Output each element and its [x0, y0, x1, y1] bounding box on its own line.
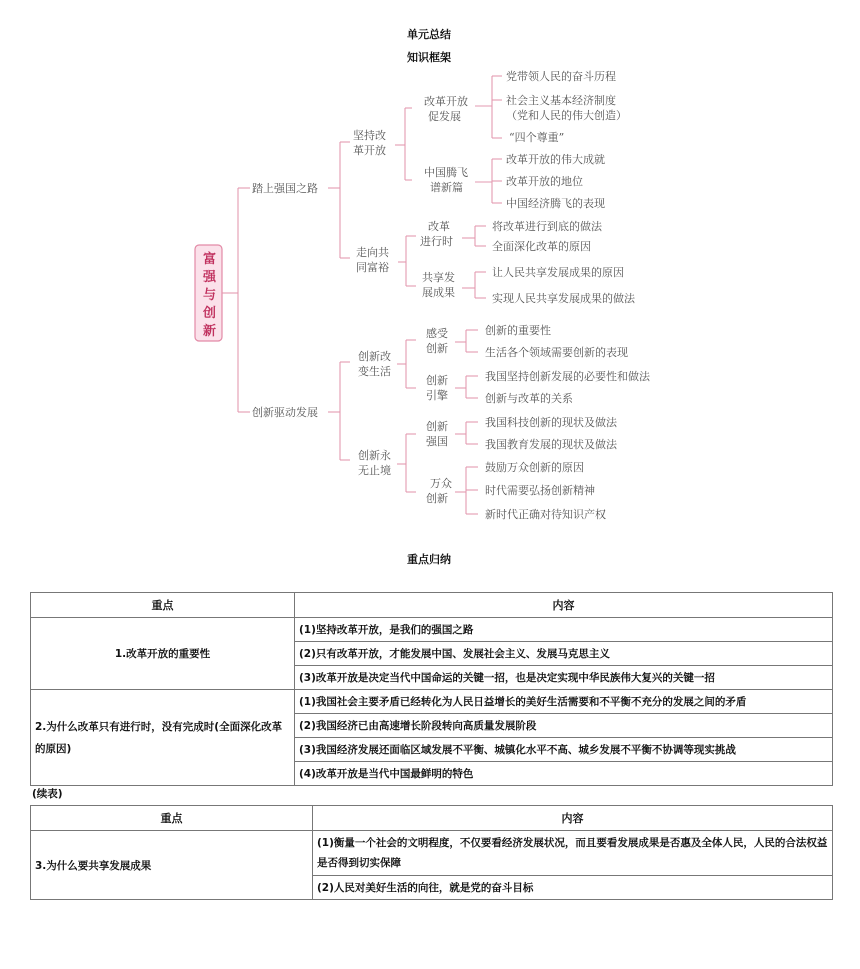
leaf: 实现人民共享发展成果的做法	[492, 292, 635, 305]
leaf: 让人民共享发展成果的原因	[492, 266, 624, 279]
header-key: 重点	[31, 593, 295, 618]
branch-innovation: 创新驱动发展	[252, 406, 318, 419]
node-innovation-life: 创新改	[358, 350, 391, 363]
leaf: 改革开放的伟大成就	[506, 153, 605, 166]
node-china-rise: 谱新篇	[430, 181, 463, 194]
node-common-prosperity: 同富裕	[356, 261, 389, 274]
node-reform-ongoing: 改革	[428, 220, 450, 233]
node-china-rise: 中国腾飞	[424, 166, 468, 179]
key-cell: 3.为什么要共享发展成果	[31, 831, 313, 900]
node-reform: 坚持改	[353, 129, 386, 142]
leaf: 我国科技创新的现状及做法	[485, 416, 617, 429]
content-cell: (1)衡量一个社会的文明程度，不仅要看经济发展状况，而且要看发展成果是否惠及全体人民，人民的合法权益是否得到切实保障	[313, 831, 833, 876]
summary-title: 单元总结	[407, 28, 451, 41]
content-cell: (3)我国经济发展还面临区域发展不平衡、城镇化水平不高、城乡发展不平衡不协调等现实挑战	[295, 738, 833, 762]
node-mass-innovation: 万众	[430, 477, 452, 490]
content-cell: (1)我国社会主要矛盾已经转化为人民日益增长的美好生活需要和不平衡不充分的发展之间的矛盾	[295, 690, 833, 714]
leaf: 改革开放的地位	[506, 175, 583, 188]
node-innovation-endless: 无止境	[358, 464, 391, 477]
root-char: 新	[203, 324, 217, 339]
node-common-prosperity: 走向共	[356, 246, 389, 259]
node-innovation-nation: 强国	[426, 435, 448, 448]
node-reform-development: 促发展	[428, 110, 461, 123]
header-key: 重点	[31, 806, 313, 831]
leaf: 创新与改革的关系	[485, 392, 573, 405]
root-char: 强	[203, 270, 217, 285]
node-reform-ongoing: 进行时	[420, 235, 453, 248]
leaf: 将改革进行到底的做法	[492, 220, 602, 233]
leaf: 创新的重要性	[485, 324, 551, 337]
node-feel-innovation: 创新	[426, 342, 448, 355]
leaf: 时代需要弘扬创新精神	[485, 484, 595, 497]
leaf: 生活各个领域需要创新的表现	[485, 346, 628, 359]
root-char: 与	[203, 288, 217, 303]
content-cell: (4)改革开放是当代中国最鲜明的特色	[295, 762, 833, 786]
node-shared-development: 共享发	[422, 271, 455, 284]
node-innovation-nation: 创新	[426, 420, 448, 433]
leaf: 新时代正确对待知识产权	[485, 508, 606, 521]
key-cell: 2.为什么改革只有进行时，没有完成时(全面深化改革的原因)	[31, 690, 295, 786]
node-innovation-endless: 创新永	[358, 449, 391, 462]
header-content: 内容	[313, 806, 833, 831]
node-reform-development: 改革开放	[424, 95, 468, 108]
branch-road: 踏上强国之路	[252, 182, 318, 195]
continued-label: (续表)	[32, 788, 63, 800]
leaf: 我国坚持创新发展的必要性和做法	[485, 370, 650, 383]
key-points-table-1	[30, 592, 833, 786]
leaf: 鼓励万众创新的原因	[485, 461, 584, 474]
node-shared-development: 展成果	[422, 286, 455, 299]
key-cell: 1.改革开放的重要性	[31, 618, 295, 690]
content-cell: (2)人民对美好生活的向往，就是党的奋斗目标	[313, 876, 833, 900]
content-cell: (2)我国经济已由高速增长阶段转向高质量发展阶段	[295, 714, 833, 738]
key-points-title: 重点归纳	[407, 553, 451, 566]
leaf: 我国教育发展的现状及做法	[485, 438, 617, 451]
root-char: 富	[203, 252, 217, 267]
header-content: 内容	[295, 593, 833, 618]
node-mass-innovation: 创新	[426, 492, 448, 505]
node-innovation-engine: 引擎	[426, 389, 448, 402]
content-cell: (3)改革开放是决定当代中国命运的关键一招，也是决定实现中华民族伟大复兴的关键一招	[295, 666, 833, 690]
leaf: 社会主义基本经济制度	[506, 94, 616, 107]
key-points-table-2	[30, 805, 833, 900]
content-cell: (1)坚持改革开放，是我们的强国之路	[295, 618, 833, 642]
node-innovation-engine: 创新	[426, 374, 448, 387]
leaf: （党和人民的伟大创造）	[506, 109, 627, 122]
content-cell: (2)只有改革开放，才能发展中国、发展社会主义、发展马克思主义	[295, 642, 833, 666]
leaf: 党带领人民的奋斗历程	[506, 70, 616, 83]
node-innovation-life: 变生活	[358, 365, 391, 378]
node-reform: 革开放	[353, 144, 386, 157]
leaf: “四个尊重”	[509, 131, 565, 144]
root-char: 创	[203, 306, 217, 321]
leaf: 全面深化改革的原因	[492, 240, 591, 253]
leaf: 中国经济腾飞的表现	[506, 197, 605, 210]
node-feel-innovation: 感受	[426, 327, 448, 340]
framework-title: 知识框架	[407, 51, 451, 64]
